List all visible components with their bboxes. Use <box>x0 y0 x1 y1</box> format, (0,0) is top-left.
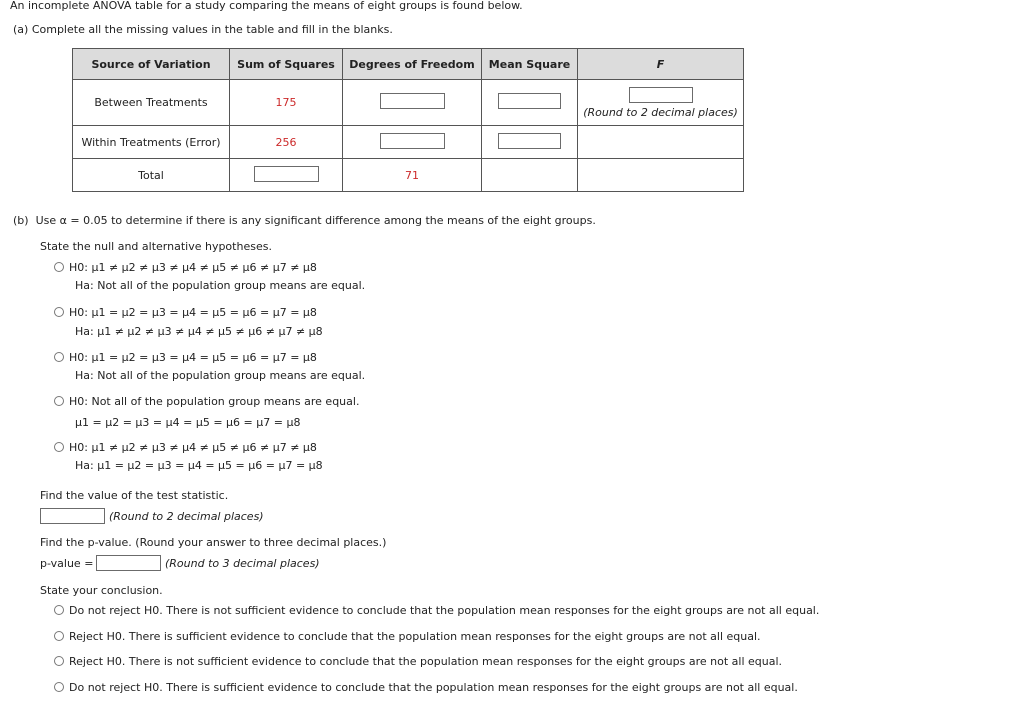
row-df: 71 <box>343 159 482 192</box>
row-source: Between Treatments <box>73 80 230 126</box>
h0-text: H0: Not all of the population group means are equal. <box>69 395 360 408</box>
part-a-text: (a) Complete all the missing values in the table and fill in the blanks. <box>13 23 393 36</box>
conclusion-text: Reject H0. There is sufficient evidence to conclude that the population mean responses for the eight groups are not all equal. <box>69 630 761 643</box>
header-f: F <box>578 49 744 80</box>
conclusion-text: Do not reject H0. There is not sufficient evidence to conclude that the population mean responses for the eight groups are not all equal. <box>69 604 820 617</box>
header-ms: Mean Square <box>482 49 578 80</box>
radio-button[interactable] <box>54 307 64 317</box>
hypothesis-option[interactable] <box>54 441 317 454</box>
conclusion-option[interactable] <box>54 604 819 617</box>
ha-text: Ha: Not all of the population group means are equal. <box>75 279 366 292</box>
f-cell <box>578 80 744 126</box>
radio-button[interactable] <box>54 442 64 452</box>
f-input[interactable] <box>629 87 693 103</box>
radio-button[interactable] <box>54 352 64 362</box>
table-row <box>73 126 744 159</box>
hypothesis-option[interactable] <box>54 306 317 319</box>
ss-cell <box>230 159 343 192</box>
between-df-input[interactable] <box>380 93 445 109</box>
header-ss: Sum of Squares <box>230 49 343 80</box>
radio-button[interactable] <box>54 656 64 666</box>
header-df: Degrees of Freedom <box>343 49 482 80</box>
ms-cell <box>482 126 578 159</box>
empty-cell <box>578 159 744 192</box>
conclusion-option[interactable] <box>54 681 798 694</box>
radio-button[interactable] <box>54 262 64 272</box>
row-source: Within Treatments (Error) <box>73 126 230 159</box>
radio-button[interactable] <box>54 605 64 615</box>
df-cell <box>343 80 482 126</box>
conclusion-option[interactable] <box>54 655 782 668</box>
anova-table <box>72 48 744 192</box>
empty-cell <box>482 159 578 192</box>
part-b-question: Use α = 0.05 to determine if there is any significant difference among the means of the eight groups. <box>35 214 596 227</box>
conclusion-prompt: State your conclusion. <box>40 584 163 597</box>
test-stat-prompt: Find the value of the test statistic. <box>40 489 229 502</box>
radio-button[interactable] <box>54 631 64 641</box>
ha-text: Ha: Not all of the population group means are equal. <box>75 369 366 382</box>
ms-cell <box>482 80 578 126</box>
intro-text: An incomplete ANOVA table for a study comparing the means of eight groups is found below. <box>10 0 523 12</box>
table-row <box>73 80 744 126</box>
ha-text: Ha: μ1 = μ2 = μ3 = μ4 = μ5 = μ6 = μ7 = μ8 <box>75 459 323 472</box>
between-ms-input[interactable] <box>498 93 561 109</box>
pvalue-prompt: Find the p-value. (Round your answer to three decimal places.) <box>40 536 387 549</box>
test-stat-hint: (Round to 2 decimal places) <box>109 510 264 523</box>
row-ss: 175 <box>230 80 343 126</box>
df-cell <box>343 126 482 159</box>
conclusion-text: Reject H0. There is not sufficient evidence to conclude that the population mean responses for the eight groups are not all equal. <box>69 655 783 668</box>
part-b-label: (b) <box>13 214 29 227</box>
hypothesis-option[interactable] <box>54 261 317 274</box>
hypotheses-prompt: State the null and alternative hypotheses. <box>40 240 272 253</box>
table-row <box>73 159 744 192</box>
pvalue-label: p-value = <box>40 557 94 570</box>
radio-button[interactable] <box>54 682 64 692</box>
h0-text: H0: μ1 ≠ μ2 ≠ μ3 ≠ μ4 ≠ μ5 ≠ μ6 ≠ μ7 ≠ μ8 <box>69 441 317 454</box>
header-source: Source of Variation <box>73 49 230 80</box>
table-header-row <box>73 49 744 80</box>
radio-button[interactable] <box>54 396 64 406</box>
pvalue-input[interactable] <box>96 555 161 571</box>
pvalue-hint: (Round to 3 decimal places) <box>165 557 320 570</box>
ha-text: μ1 = μ2 = μ3 = μ4 = μ5 = μ6 = μ7 = μ8 <box>75 416 301 429</box>
row-ss: 256 <box>230 126 343 159</box>
test-stat-input[interactable] <box>40 508 105 524</box>
empty-cell <box>578 126 744 159</box>
h0-text: H0: μ1 = μ2 = μ3 = μ4 = μ5 = μ6 = μ7 = μ8 <box>69 351 317 364</box>
ha-text: Ha: μ1 ≠ μ2 ≠ μ3 ≠ μ4 ≠ μ5 ≠ μ6 ≠ μ7 ≠ μ8 <box>75 325 323 338</box>
row-source: Total <box>73 159 230 192</box>
conclusion-text: Do not reject H0. There is sufficient evidence to conclude that the population mean responses for the eight groups are not all equal. <box>69 681 798 694</box>
hypothesis-option[interactable] <box>54 351 317 364</box>
within-ms-input[interactable] <box>498 133 561 149</box>
within-df-input[interactable] <box>380 133 445 149</box>
hypothesis-option[interactable] <box>54 395 359 408</box>
part-b-text <box>13 214 596 227</box>
h0-text: H0: μ1 = μ2 = μ3 = μ4 = μ5 = μ6 = μ7 = μ8 <box>69 306 317 319</box>
total-ss-input[interactable] <box>254 166 319 182</box>
h0-text: H0: μ1 ≠ μ2 ≠ μ3 ≠ μ4 ≠ μ5 ≠ μ6 ≠ μ7 ≠ μ8 <box>69 261 317 274</box>
conclusion-option[interactable] <box>54 630 761 643</box>
f-hint: (Round to 2 decimal places) <box>583 105 738 119</box>
